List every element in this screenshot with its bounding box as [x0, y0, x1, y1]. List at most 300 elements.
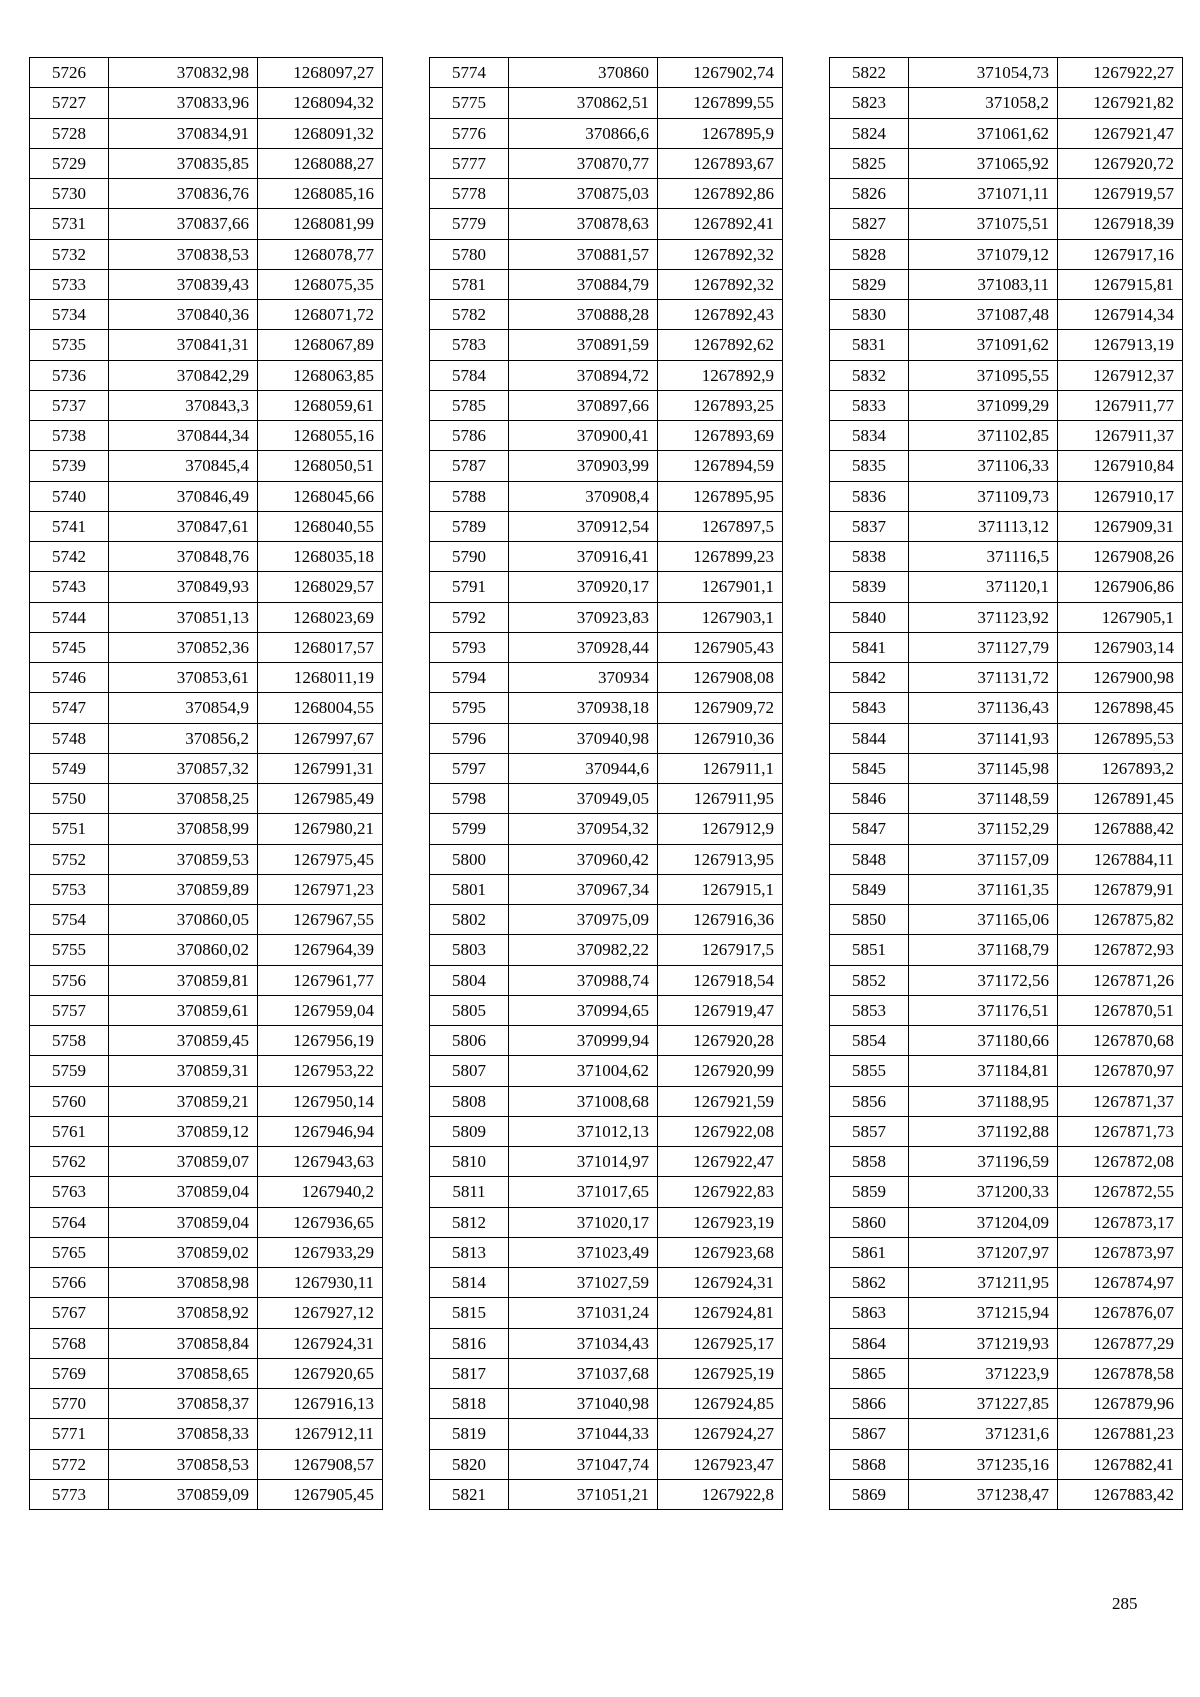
- point-number-cell: 5822: [830, 58, 909, 88]
- y-coordinate-cell: 1268055,16: [258, 421, 383, 451]
- x-coordinate-cell: 370928,44: [509, 632, 658, 662]
- point-number-cell: 5866: [830, 1389, 909, 1419]
- x-coordinate-cell: 371145,98: [909, 753, 1058, 783]
- table-row: [30, 239, 383, 269]
- x-coordinate-cell: 370859,04: [109, 1177, 258, 1207]
- y-coordinate-cell: 1268091,32: [258, 118, 383, 148]
- x-coordinate-cell: 371054,73: [909, 58, 1058, 88]
- x-coordinate-cell: 370897,66: [509, 390, 658, 420]
- point-number-cell: 5761: [30, 1116, 109, 1146]
- table-row: [830, 602, 1183, 632]
- table-row: [430, 1177, 783, 1207]
- y-coordinate-cell: 1267920,72: [1058, 148, 1183, 178]
- point-number-cell: 5789: [430, 511, 509, 541]
- table-row: [830, 874, 1183, 904]
- point-number-cell: 5788: [430, 481, 509, 511]
- table-row: [430, 330, 783, 360]
- table-row: [830, 965, 1183, 995]
- y-coordinate-cell: 1268088,27: [258, 148, 383, 178]
- y-coordinate-cell: 1267905,45: [258, 1479, 383, 1509]
- x-coordinate-cell: 370843,3: [109, 390, 258, 420]
- y-coordinate-cell: 1267870,97: [1058, 1056, 1183, 1086]
- y-coordinate-cell: 1268045,66: [258, 481, 383, 511]
- y-coordinate-cell: 1267899,23: [658, 542, 783, 572]
- y-coordinate-cell: 1267900,98: [1058, 663, 1183, 693]
- point-number-cell: 5737: [30, 390, 109, 420]
- x-coordinate-cell: 370870,77: [509, 148, 658, 178]
- y-coordinate-cell: 1267922,27: [1058, 58, 1183, 88]
- point-number-cell: 5838: [830, 542, 909, 572]
- x-coordinate-cell: 370860,05: [109, 905, 258, 935]
- x-coordinate-cell: 371184,81: [909, 1056, 1058, 1086]
- point-number-cell: 5747: [30, 693, 109, 723]
- x-coordinate-cell: 370988,74: [509, 965, 658, 995]
- table-row: [430, 1237, 783, 1267]
- point-number-cell: 5857: [830, 1116, 909, 1146]
- x-coordinate-cell: 370860: [509, 58, 658, 88]
- point-number-cell: 5815: [430, 1298, 509, 1328]
- point-number-cell: 5835: [830, 451, 909, 481]
- table-row: [430, 58, 783, 88]
- table-row: [830, 1298, 1183, 1328]
- page-number: 285: [1112, 1594, 1138, 1613]
- y-coordinate-cell: 1267870,51: [1058, 995, 1183, 1025]
- x-coordinate-cell: 370859,02: [109, 1237, 258, 1267]
- table-row: [30, 1086, 383, 1116]
- y-coordinate-cell: 1267946,94: [258, 1116, 383, 1146]
- point-number-cell: 5802: [430, 905, 509, 935]
- table-row: [30, 1116, 383, 1146]
- y-coordinate-cell: 1268085,16: [258, 179, 383, 209]
- point-number-cell: 5790: [430, 542, 509, 572]
- table-row: [430, 481, 783, 511]
- x-coordinate-cell: 370858,65: [109, 1358, 258, 1388]
- x-coordinate-cell: 370875,03: [509, 179, 658, 209]
- y-coordinate-cell: 1268059,61: [258, 390, 383, 420]
- table-row: [30, 451, 383, 481]
- table-row: [30, 390, 383, 420]
- point-number-cell: 5726: [30, 58, 109, 88]
- table-row: [830, 814, 1183, 844]
- point-number-cell: 5868: [830, 1449, 909, 1479]
- point-number-cell: 5736: [30, 360, 109, 390]
- table-row: [430, 1056, 783, 1086]
- table-row: [830, 1419, 1183, 1449]
- x-coordinate-cell: 370835,85: [109, 148, 258, 178]
- x-coordinate-cell: 370841,31: [109, 330, 258, 360]
- x-coordinate-cell: 371004,62: [509, 1056, 658, 1086]
- y-coordinate-cell: 1267924,31: [658, 1268, 783, 1298]
- y-coordinate-cell: 1267892,9: [658, 360, 783, 390]
- x-coordinate-cell: 371023,49: [509, 1237, 658, 1267]
- y-coordinate-cell: 1267894,59: [658, 451, 783, 481]
- point-number-cell: 5766: [30, 1268, 109, 1298]
- coordinate-table-body: [430, 58, 783, 1510]
- y-coordinate-cell: 1267873,97: [1058, 1237, 1183, 1267]
- y-coordinate-cell: 1267872,08: [1058, 1147, 1183, 1177]
- x-coordinate-cell: 370858,84: [109, 1328, 258, 1358]
- y-coordinate-cell: 1267879,91: [1058, 874, 1183, 904]
- x-coordinate-cell: 370834,91: [109, 118, 258, 148]
- table-row: [830, 269, 1183, 299]
- y-coordinate-cell: 1267911,1: [658, 753, 783, 783]
- x-coordinate-cell: 370857,32: [109, 753, 258, 783]
- table-row: [30, 58, 383, 88]
- table-row: [430, 753, 783, 783]
- y-coordinate-cell: 1267940,2: [258, 1177, 383, 1207]
- point-number-cell: 5780: [430, 239, 509, 269]
- point-number-cell: 5768: [30, 1328, 109, 1358]
- point-number-cell: 5796: [430, 723, 509, 753]
- x-coordinate-cell: 370849,93: [109, 572, 258, 602]
- y-coordinate-cell: 1267871,73: [1058, 1116, 1183, 1146]
- x-coordinate-cell: 371079,12: [909, 239, 1058, 269]
- x-coordinate-cell: 370903,99: [509, 451, 658, 481]
- point-number-cell: 5781: [430, 269, 509, 299]
- point-number-cell: 5751: [30, 814, 109, 844]
- table-row: [830, 1056, 1183, 1086]
- point-number-cell: 5839: [830, 572, 909, 602]
- y-coordinate-cell: 1268029,57: [258, 572, 383, 602]
- x-coordinate-cell: 370858,98: [109, 1268, 258, 1298]
- table-row: [830, 481, 1183, 511]
- y-coordinate-cell: 1267893,67: [658, 148, 783, 178]
- table-row: [430, 602, 783, 632]
- x-coordinate-cell: 371044,33: [509, 1419, 658, 1449]
- x-coordinate-cell: 370838,53: [109, 239, 258, 269]
- table-row: [830, 360, 1183, 390]
- x-coordinate-cell: 370848,76: [109, 542, 258, 572]
- y-coordinate-cell: 1267980,21: [258, 814, 383, 844]
- y-coordinate-cell: 1267876,07: [1058, 1298, 1183, 1328]
- y-coordinate-cell: 1267921,59: [658, 1086, 783, 1116]
- y-coordinate-cell: 1267913,19: [1058, 330, 1183, 360]
- table-row: [830, 1026, 1183, 1056]
- point-number-cell: 5867: [830, 1419, 909, 1449]
- x-coordinate-cell: 370858,53: [109, 1449, 258, 1479]
- point-number-cell: 5782: [430, 300, 509, 330]
- table-row: [30, 995, 383, 1025]
- point-number-cell: 5734: [30, 300, 109, 330]
- x-coordinate-cell: 371083,11: [909, 269, 1058, 299]
- table-row: [30, 602, 383, 632]
- x-coordinate-cell: 370837,66: [109, 209, 258, 239]
- point-number-cell: 5745: [30, 632, 109, 662]
- x-coordinate-cell: 371058,2: [909, 88, 1058, 118]
- point-number-cell: 5812: [430, 1207, 509, 1237]
- point-number-cell: 5862: [830, 1268, 909, 1298]
- point-number-cell: 5755: [30, 935, 109, 965]
- x-coordinate-cell: 370859,61: [109, 995, 258, 1025]
- y-coordinate-cell: 1267891,45: [1058, 784, 1183, 814]
- y-coordinate-cell: 1267925,17: [658, 1328, 783, 1358]
- point-number-cell: 5729: [30, 148, 109, 178]
- y-coordinate-cell: 1267893,25: [658, 390, 783, 420]
- x-coordinate-cell: 370836,76: [109, 179, 258, 209]
- y-coordinate-cell: 1267936,65: [258, 1207, 383, 1237]
- point-number-cell: 5869: [830, 1479, 909, 1509]
- y-coordinate-cell: 1267908,08: [658, 663, 783, 693]
- x-coordinate-cell: 371215,94: [909, 1298, 1058, 1328]
- y-coordinate-cell: 1267922,83: [658, 1177, 783, 1207]
- table-row: [30, 1358, 383, 1388]
- x-coordinate-cell: 370845,4: [109, 451, 258, 481]
- x-coordinate-cell: 370891,59: [509, 330, 658, 360]
- y-coordinate-cell: 1267923,68: [658, 1237, 783, 1267]
- table-row: [430, 693, 783, 723]
- y-coordinate-cell: 1267892,62: [658, 330, 783, 360]
- point-number-cell: 5730: [30, 179, 109, 209]
- x-coordinate-cell: 371131,72: [909, 663, 1058, 693]
- point-number-cell: 5762: [30, 1147, 109, 1177]
- table-row: [830, 300, 1183, 330]
- table-row: [430, 1268, 783, 1298]
- point-number-cell: 5765: [30, 1237, 109, 1267]
- y-coordinate-cell: 1267881,23: [1058, 1419, 1183, 1449]
- x-coordinate-cell: 370858,33: [109, 1419, 258, 1449]
- point-number-cell: 5792: [430, 602, 509, 632]
- table-row: [430, 542, 783, 572]
- y-coordinate-cell: 1267922,08: [658, 1116, 783, 1146]
- x-coordinate-cell: 370858,92: [109, 1298, 258, 1328]
- y-coordinate-cell: 1267910,84: [1058, 451, 1183, 481]
- x-coordinate-cell: 371051,21: [509, 1479, 658, 1509]
- y-coordinate-cell: 1267872,55: [1058, 1177, 1183, 1207]
- point-number-cell: 5825: [830, 148, 909, 178]
- table-row: [430, 1026, 783, 1056]
- y-coordinate-cell: 1267870,68: [1058, 1026, 1183, 1056]
- y-coordinate-cell: 1268063,85: [258, 360, 383, 390]
- table-row: [430, 360, 783, 390]
- point-number-cell: 5851: [830, 935, 909, 965]
- point-number-cell: 5817: [430, 1358, 509, 1388]
- x-coordinate-cell: 371231,6: [909, 1419, 1058, 1449]
- x-coordinate-cell: 370862,51: [509, 88, 658, 118]
- point-number-cell: 5858: [830, 1147, 909, 1177]
- table-row: [30, 784, 383, 814]
- x-coordinate-cell: 370859,45: [109, 1026, 258, 1056]
- point-number-cell: 5732: [30, 239, 109, 269]
- table-row: [430, 1449, 783, 1479]
- point-number-cell: 5735: [30, 330, 109, 360]
- point-number-cell: 5784: [430, 360, 509, 390]
- table-row: [30, 1177, 383, 1207]
- point-number-cell: 5844: [830, 723, 909, 753]
- point-number-cell: 5739: [30, 451, 109, 481]
- x-coordinate-cell: 371141,93: [909, 723, 1058, 753]
- table-row: [830, 1449, 1183, 1479]
- y-coordinate-cell: 1267906,86: [1058, 572, 1183, 602]
- point-number-cell: 5748: [30, 723, 109, 753]
- y-coordinate-cell: 1267898,45: [1058, 693, 1183, 723]
- point-number-cell: 5841: [830, 632, 909, 662]
- point-number-cell: 5833: [830, 390, 909, 420]
- table-row: [830, 844, 1183, 874]
- x-coordinate-cell: 370832,98: [109, 58, 258, 88]
- table-row: [430, 844, 783, 874]
- x-coordinate-cell: 370852,36: [109, 632, 258, 662]
- x-coordinate-cell: 371099,29: [909, 390, 1058, 420]
- point-number-cell: 5821: [430, 1479, 509, 1509]
- coordinate-table-3: [829, 57, 1183, 1510]
- point-number-cell: 5773: [30, 1479, 109, 1509]
- point-number-cell: 5865: [830, 1358, 909, 1388]
- table-row: [30, 1328, 383, 1358]
- y-coordinate-cell: 1267921,82: [1058, 88, 1183, 118]
- table-row: [830, 330, 1183, 360]
- y-coordinate-cell: 1268035,18: [258, 542, 383, 572]
- y-coordinate-cell: 1267895,95: [658, 481, 783, 511]
- y-coordinate-cell: 1268017,57: [258, 632, 383, 662]
- table-row: [830, 1177, 1183, 1207]
- table-row: [830, 239, 1183, 269]
- x-coordinate-cell: 370916,41: [509, 542, 658, 572]
- y-coordinate-cell: 1267991,31: [258, 753, 383, 783]
- table-row: [30, 1237, 383, 1267]
- point-number-cell: 5800: [430, 844, 509, 874]
- x-coordinate-cell: 371120,1: [909, 572, 1058, 602]
- y-coordinate-cell: 1267903,14: [1058, 632, 1183, 662]
- table-row: [430, 269, 783, 299]
- x-coordinate-cell: 370894,72: [509, 360, 658, 390]
- point-number-cell: 5818: [430, 1389, 509, 1419]
- point-number-cell: 5791: [430, 572, 509, 602]
- table-row: [30, 1419, 383, 1449]
- x-coordinate-cell: 370859,12: [109, 1116, 258, 1146]
- y-coordinate-cell: 1268071,72: [258, 300, 383, 330]
- point-number-cell: 5785: [430, 390, 509, 420]
- table-row: [30, 148, 383, 178]
- point-number-cell: 5811: [430, 1177, 509, 1207]
- x-coordinate-cell: 371116,5: [909, 542, 1058, 572]
- point-number-cell: 5816: [430, 1328, 509, 1358]
- x-coordinate-cell: 370859,07: [109, 1147, 258, 1177]
- table-row: [430, 1358, 783, 1388]
- table-row: [830, 1237, 1183, 1267]
- table-row: [30, 844, 383, 874]
- point-number-cell: 5779: [430, 209, 509, 239]
- y-coordinate-cell: 1267911,77: [1058, 390, 1183, 420]
- y-coordinate-cell: 1267895,9: [658, 118, 783, 148]
- table-row: [830, 390, 1183, 420]
- point-number-cell: 5810: [430, 1147, 509, 1177]
- y-coordinate-cell: 1267915,1: [658, 874, 783, 904]
- point-number-cell: 5754: [30, 905, 109, 935]
- table-row: [30, 814, 383, 844]
- y-coordinate-cell: 1267923,19: [658, 1207, 783, 1237]
- x-coordinate-cell: 370920,17: [509, 572, 658, 602]
- x-coordinate-cell: 371109,73: [909, 481, 1058, 511]
- y-coordinate-cell: 1267959,04: [258, 995, 383, 1025]
- y-coordinate-cell: 1267893,69: [658, 421, 783, 451]
- point-number-cell: 5807: [430, 1056, 509, 1086]
- point-number-cell: 5861: [830, 1237, 909, 1267]
- point-number-cell: 5752: [30, 844, 109, 874]
- table-row: [30, 1026, 383, 1056]
- point-number-cell: 5777: [430, 148, 509, 178]
- x-coordinate-cell: 370859,53: [109, 844, 258, 874]
- y-coordinate-cell: 1267922,47: [658, 1147, 783, 1177]
- x-coordinate-cell: 370840,36: [109, 300, 258, 330]
- table-row: [430, 965, 783, 995]
- table-row: [30, 542, 383, 572]
- point-number-cell: 5799: [430, 814, 509, 844]
- y-coordinate-cell: 1267919,57: [1058, 179, 1183, 209]
- x-coordinate-cell: 370967,34: [509, 874, 658, 904]
- table-row: [30, 905, 383, 935]
- y-coordinate-cell: 1267915,81: [1058, 269, 1183, 299]
- point-number-cell: 5813: [430, 1237, 509, 1267]
- table-row: [830, 1086, 1183, 1116]
- table-row: [830, 542, 1183, 572]
- point-number-cell: 5756: [30, 965, 109, 995]
- point-number-cell: 5847: [830, 814, 909, 844]
- y-coordinate-cell: 1267924,85: [658, 1389, 783, 1419]
- x-coordinate-cell: 371095,55: [909, 360, 1058, 390]
- point-number-cell: 5831: [830, 330, 909, 360]
- x-coordinate-cell: 371227,85: [909, 1389, 1058, 1419]
- table-row: [430, 239, 783, 269]
- x-coordinate-cell: 371087,48: [909, 300, 1058, 330]
- point-number-cell: 5759: [30, 1056, 109, 1086]
- y-coordinate-cell: 1267964,39: [258, 935, 383, 965]
- x-coordinate-cell: 370938,18: [509, 693, 658, 723]
- y-coordinate-cell: 1267899,55: [658, 88, 783, 118]
- y-coordinate-cell: 1267893,2: [1058, 753, 1183, 783]
- point-number-cell: 5808: [430, 1086, 509, 1116]
- y-coordinate-cell: 1267916,36: [658, 905, 783, 935]
- point-number-cell: 5843: [830, 693, 909, 723]
- x-coordinate-cell: 370842,29: [109, 360, 258, 390]
- x-coordinate-cell: 370859,04: [109, 1207, 258, 1237]
- table-row: [430, 935, 783, 965]
- x-coordinate-cell: 371161,35: [909, 874, 1058, 904]
- y-coordinate-cell: 1267971,23: [258, 874, 383, 904]
- x-coordinate-cell: 371102,85: [909, 421, 1058, 451]
- x-coordinate-cell: 371123,92: [909, 602, 1058, 632]
- table-row: [30, 330, 383, 360]
- y-coordinate-cell: 1267924,81: [658, 1298, 783, 1328]
- point-number-cell: 5797: [430, 753, 509, 783]
- table-row: [30, 118, 383, 148]
- x-coordinate-cell: 371196,59: [909, 1147, 1058, 1177]
- table-row: [30, 723, 383, 753]
- x-coordinate-cell: 370934: [509, 663, 658, 693]
- x-coordinate-cell: 370982,22: [509, 935, 658, 965]
- table-row: [430, 874, 783, 904]
- y-coordinate-cell: 1267892,32: [658, 239, 783, 269]
- x-coordinate-cell: 371106,33: [909, 451, 1058, 481]
- point-number-cell: 5787: [430, 451, 509, 481]
- table-row: [830, 663, 1183, 693]
- table-row: [30, 1207, 383, 1237]
- y-coordinate-cell: 1267878,58: [1058, 1358, 1183, 1388]
- y-coordinate-cell: 1268067,89: [258, 330, 383, 360]
- table-row: [430, 1147, 783, 1177]
- table-row: [430, 209, 783, 239]
- table-row: [30, 753, 383, 783]
- x-coordinate-cell: 371180,66: [909, 1026, 1058, 1056]
- x-coordinate-cell: 371235,16: [909, 1449, 1058, 1479]
- point-number-cell: 5767: [30, 1298, 109, 1328]
- point-number-cell: 5809: [430, 1116, 509, 1146]
- table-row: [830, 995, 1183, 1025]
- point-number-cell: 5770: [30, 1389, 109, 1419]
- x-coordinate-cell: 371020,17: [509, 1207, 658, 1237]
- point-number-cell: 5854: [830, 1026, 909, 1056]
- point-number-cell: 5795: [430, 693, 509, 723]
- table-row: [830, 1479, 1183, 1509]
